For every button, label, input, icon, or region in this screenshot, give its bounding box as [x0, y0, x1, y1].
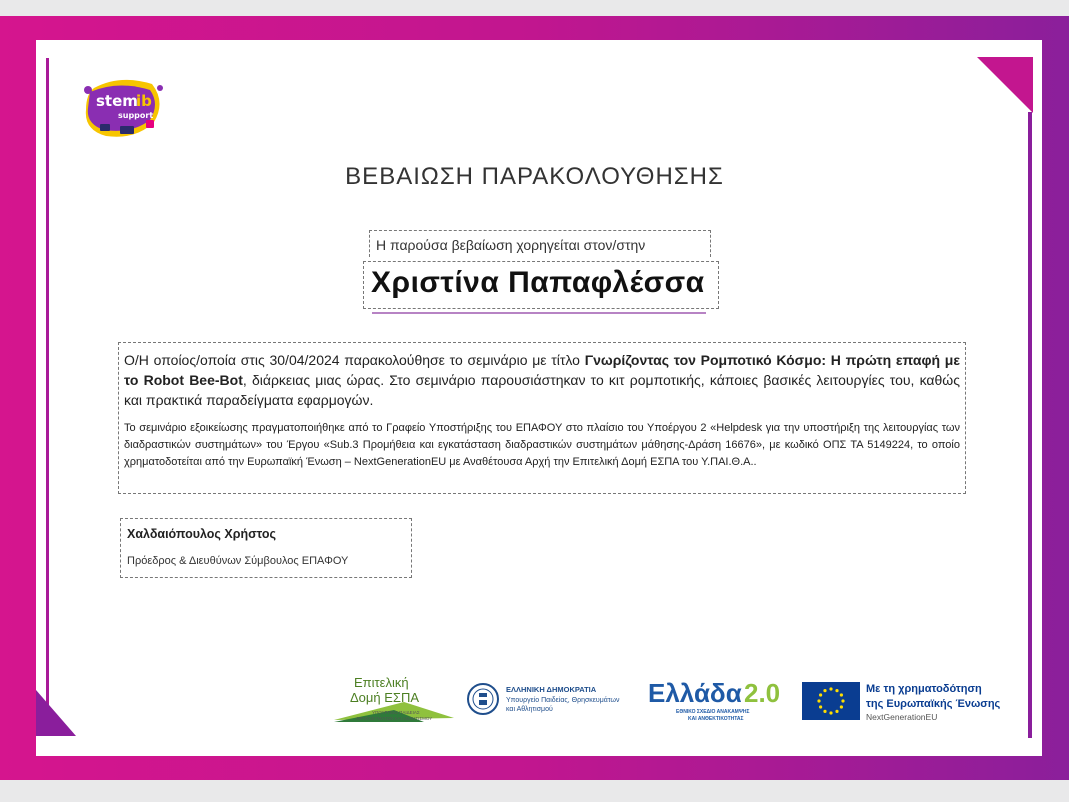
gr-line1: ΕΛΛΗΝΙΚΗ ΔΗΜΟΚΡΑΤΙΑ: [506, 685, 597, 694]
gr-line2: Υπουργείο Παιδείας, Θρησκευμάτων: [506, 697, 620, 704]
eu-star: [840, 693, 843, 696]
seminar-description-prefix: Ο/Η οποίος/οποία στις 30/04/2024 παρακολούθησε το σεμινάριο με τίτλο: [124, 352, 585, 368]
intro-text: Η παρούσα βεβαίωση χορηγείται στον/στην: [376, 237, 646, 253]
eu-line3: NextGenerationEU: [866, 712, 938, 722]
eu-star: [835, 710, 838, 713]
gr-line3: και Αθλητισμού: [506, 706, 553, 713]
eu-star: [840, 705, 843, 708]
ellada-main: Ελλάδα: [648, 678, 742, 708]
ellada-small2: ΚΑΙ ΑΝΘΕΚΤΙΚΟΤΗΤΑΣ: [688, 716, 744, 722]
logo-stem-text: stem: [96, 92, 138, 110]
top-right-triangle: [977, 57, 1033, 113]
signatory-name: Χαλδαιόπουλος Χρήστος: [127, 527, 277, 541]
logo-support-text: support: [118, 111, 154, 120]
eu-line1: Με τη χρηματοδότηση: [866, 683, 982, 695]
ellada-small1: ΕΘΝΙΚΟ ΣΧΕΔΙΟ ΑΝΑΚΑΜΨΗΣ: [676, 709, 750, 715]
eu-star: [819, 693, 822, 696]
recipient-name: Χριστίνα Παπαφλέσσα: [371, 266, 705, 299]
bottom-left-triangle: [36, 690, 76, 736]
certificate-title: ΒΕΒΑΙΩΣΗ ΠΑΡΑΚΟΛΟΥΘΗΣΗΣ: [345, 163, 724, 190]
espa-small1: ΥΠΟΥΡΓΕΙΟ ΠΑΙΔΕΙΑΣ: [372, 710, 420, 715]
eu-line2: της Ευρωπαϊκής Ένωσης: [866, 698, 1001, 710]
espa-logo: [334, 672, 456, 728]
eu-star: [817, 699, 820, 702]
right-stripe: [1028, 112, 1032, 738]
seminar-description-suffix: , διάρκειας μιας ώρας. Στο σεμινάριο παρουσιάστηκαν το κιτ ρομποτικής, κάποιες βασικές λειτουργίες του, καθώς και πρακτικά παραδείγματα εφαρμογών.: [124, 372, 960, 408]
eu-star: [823, 710, 826, 713]
signatory-role: Πρόεδρος & Διευθύνων Σύμβουλος ΕΠΑΦΟΥ: [127, 555, 349, 567]
left-stripe: [46, 58, 49, 708]
eu-star: [829, 711, 832, 714]
seminar-title: Γνωρίζοντας τον Ρομποτικό Κόσμο: Η πρώτη επαφή με το Robot Bee-Bot: [124, 352, 960, 388]
espa-line2: Δομή ΕΣΠΑ: [350, 690, 420, 705]
greece-2-0-logo: [648, 672, 790, 728]
eu-star: [835, 689, 838, 692]
eu-star: [819, 705, 822, 708]
eu-star: [829, 687, 832, 690]
stemib-support-logo: [80, 74, 166, 144]
eu-funding-logo: [802, 672, 1012, 728]
logo-ib-text: ib: [136, 92, 152, 110]
seminar-description: [124, 350, 960, 410]
ellada-num: 2.0: [744, 678, 781, 708]
espa-small2: ΘΡΗΣΚΕΥΜΑΤΩΝ ΚΑΙ ΑΘΛΗΤΙΣΜΟΥ: [356, 716, 433, 721]
recipient-underline: [372, 312, 706, 314]
funding-statement: Το σεμινάριο εξοικείωσης πραγματοποιήθηκε από το Γραφείο Υποστήριξης του ΕΠΑΦΟΥ στο πλαίσιο του Υποέργου 2 «Helpdesk για την υποστήριξη της λειτουργίας των διαδραστικών συστημάτων» του Έργου «Sub.3 Προμήθεια και εγκατάσταση διαδραστικών συστημάτων μάθησης-Δράση 16676», με κωδικό ΟΠΣ ΤΑ 5149224, το οποίο χρηματοδοτείται από την Ευρωπαϊκή Ένωση – NextGenerationEU με Αναθέτουσα Αρχή την Επιτελική Δομή ΕΣΠΑ του Υ.ΠΑΙ.Θ.Α..: [124, 422, 960, 468]
espa-line1: Επιτελική: [354, 675, 409, 690]
eu-star: [841, 699, 844, 702]
hellenic-republic-logo: [466, 672, 638, 728]
eu-star: [823, 689, 826, 692]
